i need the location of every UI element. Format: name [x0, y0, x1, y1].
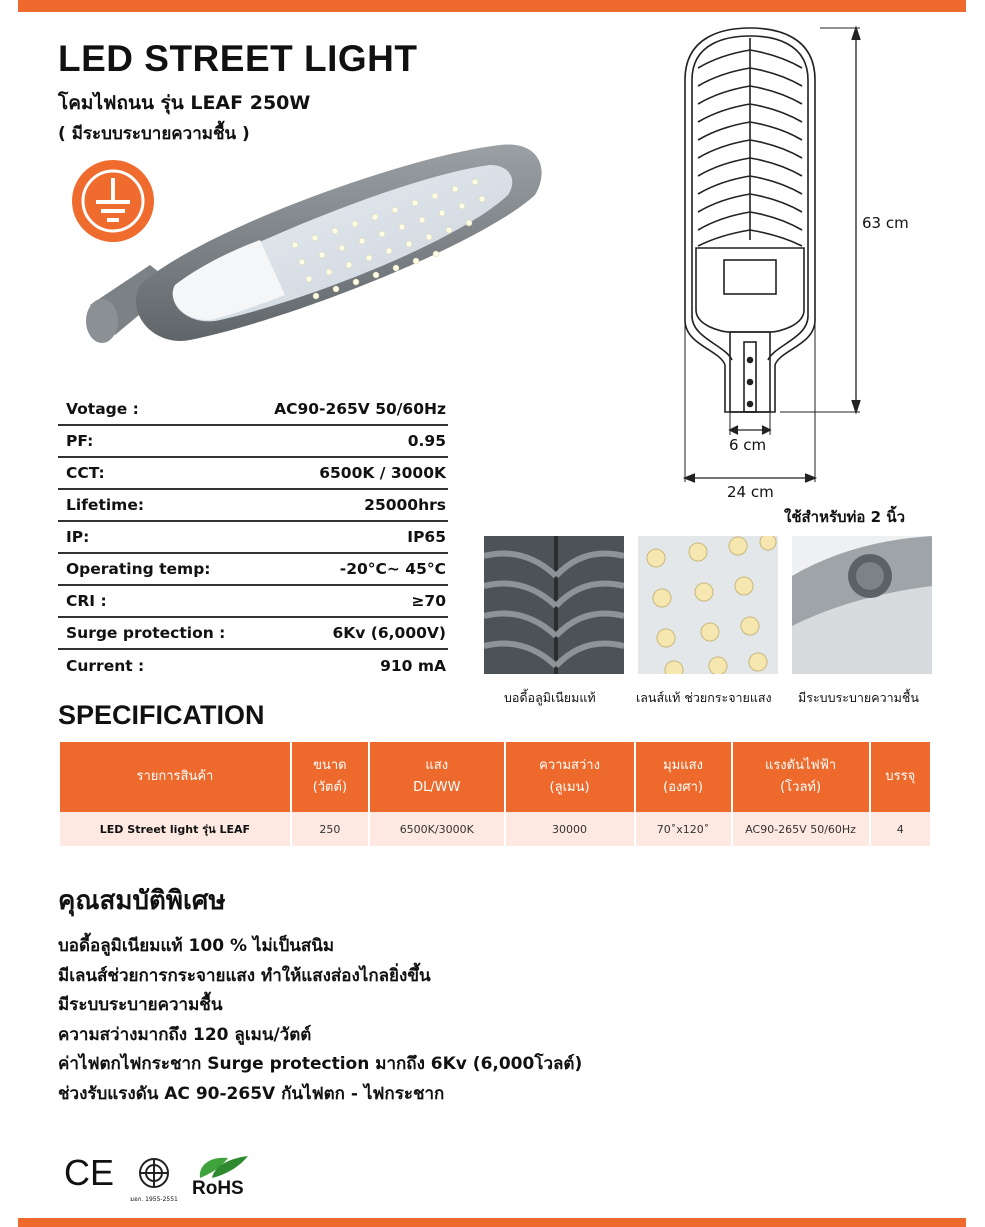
spec-value: AC90-265V 50/60Hz	[274, 400, 446, 418]
spec-table	[58, 394, 448, 682]
column-header	[506, 742, 634, 812]
spec-row	[58, 458, 448, 490]
spec-label: CRI :	[66, 592, 107, 610]
spec-value: -20°C~ 45°C	[339, 560, 446, 578]
detail-caption: บอดี้อลูมิเนียมแท้	[504, 690, 596, 705]
feature-item: มีเลนส์ช่วยการกระจายแสง ทำให้แสงส่องไกลยิ่งขึ้น	[58, 965, 431, 986]
spec-label: Votage :	[66, 400, 139, 418]
table-cell: 250	[292, 812, 368, 846]
features-title: คุณสมบัติพิเศษ	[58, 886, 226, 916]
top-accent-bar	[18, 0, 966, 12]
pipe-size-note: ใช้สำหรับท่อ 2 นิ้ว	[784, 508, 906, 526]
tis-mark-logo	[124, 1156, 184, 1204]
header-line: บรรจุ	[885, 769, 916, 784]
specification-heading: SPECIFICATION	[58, 700, 265, 730]
spec-label: Operating temp:	[66, 560, 211, 578]
ground-icon	[72, 160, 154, 242]
spec-value: IP65	[407, 528, 446, 546]
spec-label: Current :	[66, 657, 145, 675]
column-header	[871, 742, 930, 812]
header-line: ขนาด	[313, 758, 347, 773]
column-header	[292, 742, 368, 812]
page-title: LED STREET LIGHT	[58, 38, 418, 79]
table-cell: AC90-265V 50/60Hz	[733, 812, 869, 846]
column-header	[636, 742, 731, 812]
spec-label: Surge protection :	[66, 624, 226, 642]
column-header	[60, 742, 290, 812]
header-line: (โวลท์)	[780, 780, 822, 795]
spec-value: 0.95	[407, 432, 446, 450]
ce-mark-logo: CE	[64, 1152, 115, 1193]
table-row	[60, 812, 930, 846]
column-header	[370, 742, 504, 812]
specification-table	[58, 742, 932, 846]
feature-item: ความสว่างมากถึง 120 ลูเมน/วัตต์	[58, 1024, 312, 1045]
height-dimension: 63 cm	[862, 214, 909, 232]
spec-label: Lifetime:	[66, 496, 145, 514]
detail-caption: มีระบบระบายความชื้น	[798, 690, 919, 705]
spec-label: CCT:	[66, 464, 105, 482]
header-line: (ลูเมน)	[549, 780, 590, 795]
spec-row	[58, 618, 448, 650]
detail-caption: เลนส์แท้ ช่วยกระจายแสง	[636, 690, 772, 705]
feature-note: ( มีระบบระบายความชื้น )	[58, 124, 250, 144]
header-line: ความสว่าง	[539, 758, 600, 773]
feature-item: ค่าไฟตกไฟกระชาก Surge protection มากถึง 6Kv (6,000โวลต์)	[58, 1054, 583, 1074]
tis-mark-text: มอก. 1955-2551	[130, 1196, 178, 1203]
tis-icon	[137, 1156, 171, 1190]
spec-row	[58, 522, 448, 554]
header-line: รายการสินค้า	[136, 769, 214, 784]
column-header	[733, 742, 869, 812]
table-cell: 30000	[506, 812, 634, 846]
table-cell: 70˚x120˚	[636, 812, 731, 846]
rohs-text: RoHS	[192, 1178, 244, 1199]
table-cell: 6500K/3000K	[370, 812, 504, 846]
spec-label: PF:	[66, 432, 94, 450]
table-cell: 4	[871, 812, 930, 846]
spec-value: 910 mA	[380, 657, 446, 675]
dimension-drawing	[660, 20, 960, 500]
feature-item: ช่วงรับแรงดัน AC 90-265V กันไฟตก - ไฟกระชาก	[58, 1083, 445, 1104]
header-line: (วัตต์)	[312, 780, 348, 795]
rohs-leaf-icon	[192, 1152, 250, 1180]
header-line: มุมแสง	[663, 758, 703, 773]
feature-item: บอดี้อลูมิเนียมแท้ 100 % ไม่เป็นสนิม	[58, 936, 335, 956]
header-line: แสง	[425, 758, 449, 773]
spec-value: 25000hrs	[364, 496, 446, 514]
neck-dimension: 6 cm	[729, 436, 767, 454]
drainage-detail-image	[792, 536, 932, 674]
spec-value: 6500K / 3000K	[319, 464, 446, 482]
header-line: DL/WW	[413, 780, 461, 795]
spec-row	[58, 490, 448, 522]
header-line: (องศา)	[663, 780, 703, 795]
model-subtitle: โคมไฟถนน รุ่น LEAF 250W	[58, 92, 311, 114]
table-header-row	[60, 742, 930, 812]
features-list	[58, 932, 582, 1109]
spec-value: ≥70	[411, 592, 446, 610]
aluminium-body-detail-image	[484, 536, 624, 674]
spec-label: IP:	[66, 528, 90, 546]
spec-row	[58, 554, 448, 586]
spec-row	[58, 394, 448, 426]
spec-value: 6Kv (6,000V)	[332, 624, 446, 642]
width-dimension: 24 cm	[727, 483, 774, 501]
spec-row	[58, 586, 448, 618]
spec-row	[58, 650, 448, 682]
feature-item: มีระบบระบายความชื้น	[58, 995, 223, 1015]
lens-detail-image	[638, 536, 778, 674]
table-cell: LED Street light รุ่น LEAF	[60, 812, 290, 846]
header-line: แรงดันไฟฟ้า	[764, 758, 837, 773]
ground-badge	[72, 160, 154, 242]
spec-row	[58, 426, 448, 458]
rohs-logo	[192, 1152, 250, 1200]
bottom-accent-bar	[18, 1218, 966, 1227]
